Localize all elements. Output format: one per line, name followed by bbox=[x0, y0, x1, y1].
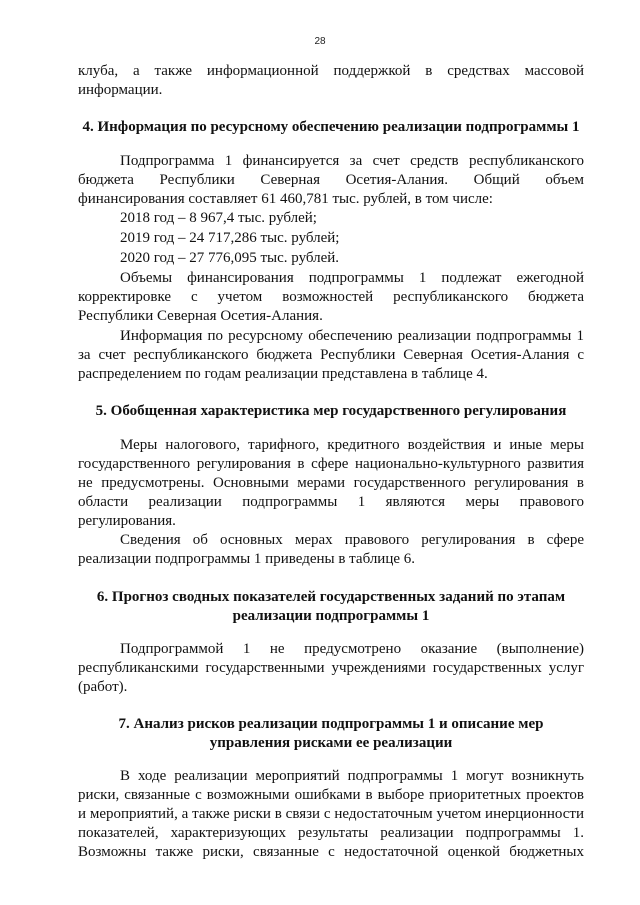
paragraph-line: (работ). bbox=[78, 679, 128, 695]
paragraph-line: корректировке с учетом возможностей республиканского бюджета bbox=[78, 289, 584, 305]
paragraph-line: области реализации подпрограммы 1 являются меры правового bbox=[78, 494, 584, 510]
section-7-heading: 7. Анализ рисков реализации подпрограммы 1 и описание мер bbox=[118, 716, 544, 732]
paragraph-line: В ходе реализации мероприятий подпрограммы 1 могут возникнуть bbox=[120, 768, 584, 784]
paragraph-line: Подпрограммой 1 не предусмотрено оказание (выполнение) bbox=[120, 641, 584, 657]
paragraph-line: показателей, характеризующих результаты реализации подпрограммы 1. bbox=[78, 825, 584, 841]
section-7-heading: управления рисками ее реализации bbox=[209, 735, 453, 751]
budget-year-2019: 2019 год – 24 717,286 тыс. рублей; bbox=[120, 230, 340, 246]
paragraph-line: Возможны также риски, связанные с недостаточной оценкой бюджетных bbox=[78, 844, 584, 860]
paragraph-line: Подпрограмма 1 финансируется за счет средств республиканского bbox=[120, 153, 584, 169]
paragraph-line: риски, связанные с возможными ошибками в выборе приоритетных проектов bbox=[78, 787, 584, 803]
paragraph-line: регулирования. bbox=[78, 513, 176, 529]
paragraph-line: реализации подпрограммы 1 приведены в таблице 6. bbox=[78, 551, 416, 567]
page-number: 28 bbox=[314, 36, 326, 47]
paragraph-line: бюджета Республики Северная Осетия-Алания. Общий объем bbox=[78, 172, 584, 188]
intro-line: информации. bbox=[78, 82, 163, 98]
paragraph-line: Меры налогового, тарифного, кредитного воздействия и иные меры bbox=[120, 437, 584, 453]
paragraph-line: республиканскими государственными учреждениями государственных услуг bbox=[78, 660, 584, 676]
paragraph-line: государственного регулирования в сфере национально-культурного развития bbox=[78, 456, 584, 472]
paragraph-line: Республики Северная Осетия-Алания. bbox=[78, 308, 323, 324]
paragraph-line: и мероприятий, а также риски в связи с недостаточным учетом инерционности bbox=[78, 806, 584, 822]
paragraph-line: не предусмотрены. Основными мерами государственного регулирования в bbox=[78, 475, 584, 491]
paragraph-line: распределением по годам реализации представлена в таблице 4. bbox=[78, 366, 488, 382]
section-6-heading: 6. Прогноз сводных показателей государственных заданий по этапам bbox=[96, 589, 566, 605]
section-4-heading: 4. Информация по ресурсному обеспечению реализации подпрограммы 1 bbox=[82, 119, 580, 135]
section-5-heading: 5. Обобщенная характеристика мер государственного регулирования bbox=[95, 403, 567, 419]
paragraph-line: за счет республиканского бюджета Республики Северная Осетия-Алания с bbox=[78, 347, 584, 363]
paragraph-line: Сведения об основных мерах правового регулирования в сфере bbox=[120, 532, 584, 548]
budget-year-2018: 2018 год – 8 967,4 тыс. рублей; bbox=[120, 210, 317, 226]
paragraph-line: Объемы финансирования подпрограммы 1 подлежат ежегодной bbox=[120, 270, 584, 286]
budget-year-2020: 2020 год – 27 776,095 тыс. рублей. bbox=[120, 250, 340, 266]
paragraph-line: Информация по ресурсному обеспечению реализации подпрограммы 1 bbox=[120, 328, 584, 344]
paragraph-line: финансирования составляет 61 460,781 тыс. рублей, в том числе: bbox=[78, 191, 493, 207]
section-6-heading: реализации подпрограммы 1 bbox=[232, 608, 430, 624]
intro-line: клуба, а также информационной поддержкой в средствах массовой bbox=[78, 63, 584, 79]
